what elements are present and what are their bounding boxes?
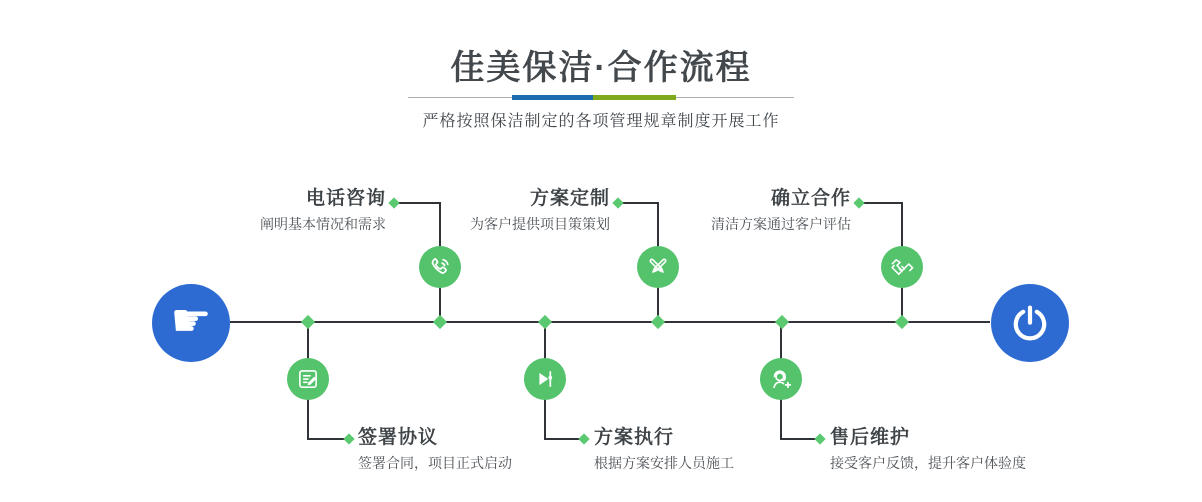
step-title: 签署协议	[358, 427, 439, 448]
step-icon-circle	[637, 246, 679, 288]
headset-plus-icon	[768, 366, 795, 393]
label-diamond	[578, 433, 589, 444]
flow-step-cooperation	[711, 188, 851, 233]
step-title: 方案定制	[529, 188, 610, 209]
pencil-tools-icon	[645, 254, 671, 280]
connector-elbow	[394, 202, 441, 204]
step-icon-circle	[760, 358, 802, 400]
timeline-node-diamond	[651, 315, 665, 329]
flow-end-node	[991, 284, 1069, 362]
label-diamond	[853, 197, 864, 208]
step-desc: 为客户提供项目策策划	[470, 216, 610, 232]
step-icon-circle	[881, 246, 923, 288]
power-icon	[1009, 302, 1051, 344]
flow-step-plan	[470, 188, 610, 233]
title-divider	[408, 95, 794, 100]
flow-step-aftersales	[830, 427, 1026, 472]
flow-step-execute	[594, 427, 734, 472]
step-title: 售后维护	[830, 427, 911, 448]
play-slider-icon	[532, 366, 558, 392]
label-diamond	[814, 433, 825, 444]
label-diamond	[343, 433, 354, 444]
hand-pointer-icon: ☛	[170, 293, 212, 347]
step-title: 确立合作	[770, 188, 851, 209]
timeline-node-diamond	[775, 315, 789, 329]
label-diamond	[388, 197, 399, 208]
connector-elbow	[618, 202, 659, 204]
step-title: 电话咨询	[305, 188, 386, 209]
label-diamond	[612, 197, 623, 208]
phone-icon	[427, 254, 453, 280]
connector-elbow	[859, 202, 903, 204]
divider-blue-segment	[512, 95, 593, 100]
step-title: 方案执行	[594, 427, 675, 448]
step-desc: 接受客户反馈，提升客户体验度	[830, 455, 1026, 471]
timeline-node-diamond	[895, 315, 909, 329]
step-icon-circle	[524, 358, 566, 400]
step-desc: 清洁方案通过客户评估	[711, 216, 851, 232]
step-desc: 阐明基本情况和需求	[260, 216, 386, 232]
document-sign-icon	[295, 366, 321, 392]
timeline-node-diamond	[433, 315, 447, 329]
timeline-node-diamond	[538, 315, 552, 329]
page-subtitle: 严格按照保洁制定的各项管理规章制度开展工作	[422, 113, 780, 130]
step-icon-circle	[287, 358, 329, 400]
step-icon-circle	[419, 246, 461, 288]
timeline-main-line	[230, 321, 990, 323]
page-title: 佳美保洁·合作流程	[450, 49, 752, 87]
handshake-icon	[889, 254, 916, 281]
timeline-node-diamond	[301, 315, 315, 329]
flow-step-phone	[260, 188, 386, 233]
flow-step-sign	[358, 427, 512, 472]
step-desc: 根据方案安排人员施工	[594, 455, 734, 471]
divider-green-segment	[593, 95, 676, 100]
step-desc: 签署合同，项目正式启动	[358, 455, 512, 471]
flow-start-node	[152, 284, 230, 362]
